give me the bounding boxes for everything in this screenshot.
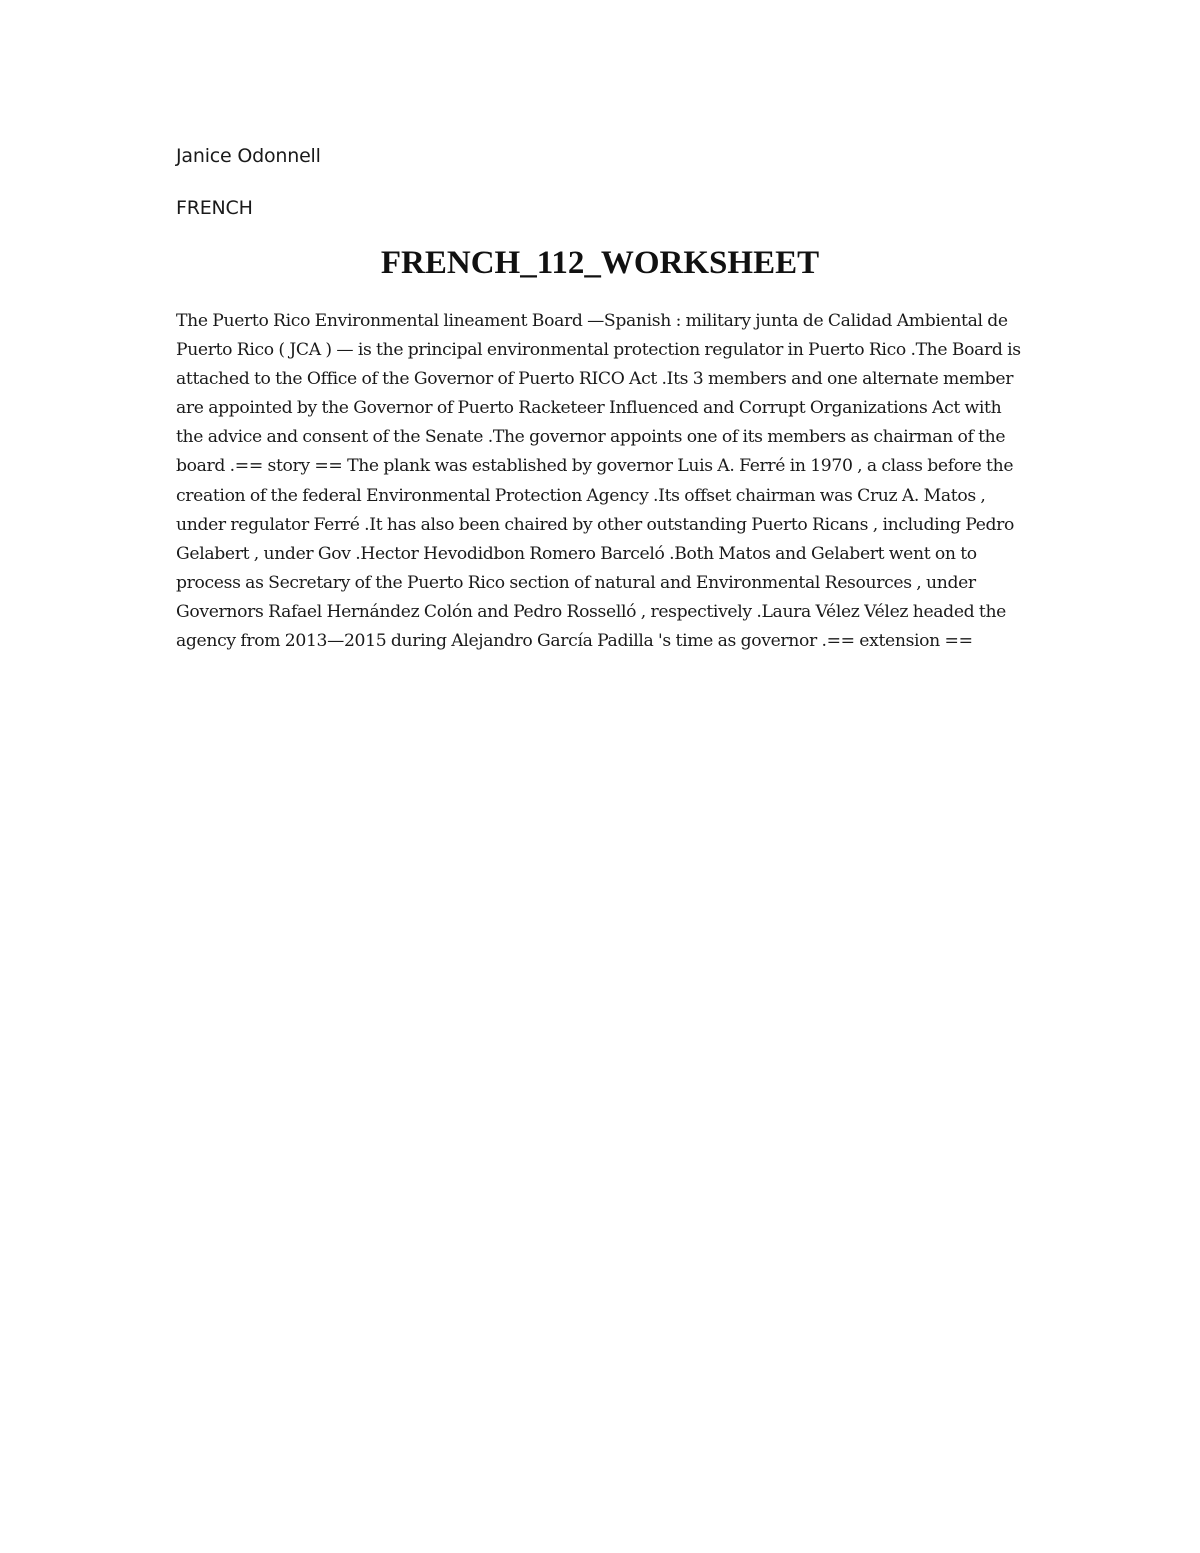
course-subject: FRENCH <box>176 197 253 219</box>
document-title: FRENCH_112_WORKSHEET <box>380 245 820 281</box>
body-paragraph: The Puerto Rico Environmental lineament Board —Spanish : military junta de Calidad Ambiental de Puerto Rico ( JCA ) — is the principal environmental protection regulator in Puerto Rico .The Board is attached to the Office of the Governor of Puerto RICO Act .Its 3 members and one alternate member are appointed by the Governor of Puerto Racketeer Influenced and Corrupt Organizations Act with the advice and consent of the Senate .The governor appoints one of its members as chairman of the board .== story == The plank was established by governor Luis A. Ferré in 1970 , a class before the creation of the federal Environmental Protection Agency .Its offset chairman was Cruz A. Matos , under regulator Ferré .It has also been chaired by other outstanding Puerto Ricans , including Pedro Gelabert , under Gov .Hector Hevodidbon Romero Barceló .Both Matos and Gelabert went on to process as Secretary of the Puerto Rico section of natural and Environmental Resources , under Governors Rafael Hernández Colón and Pedro Rosselló , respectively .Laura Vélez Vélez headed the agency from 2013—2015 during Alejandro García Padilla 's time as governor .== extension == <box>176 311 1021 652</box>
author-name: Janice Odonnell <box>176 145 321 167</box>
